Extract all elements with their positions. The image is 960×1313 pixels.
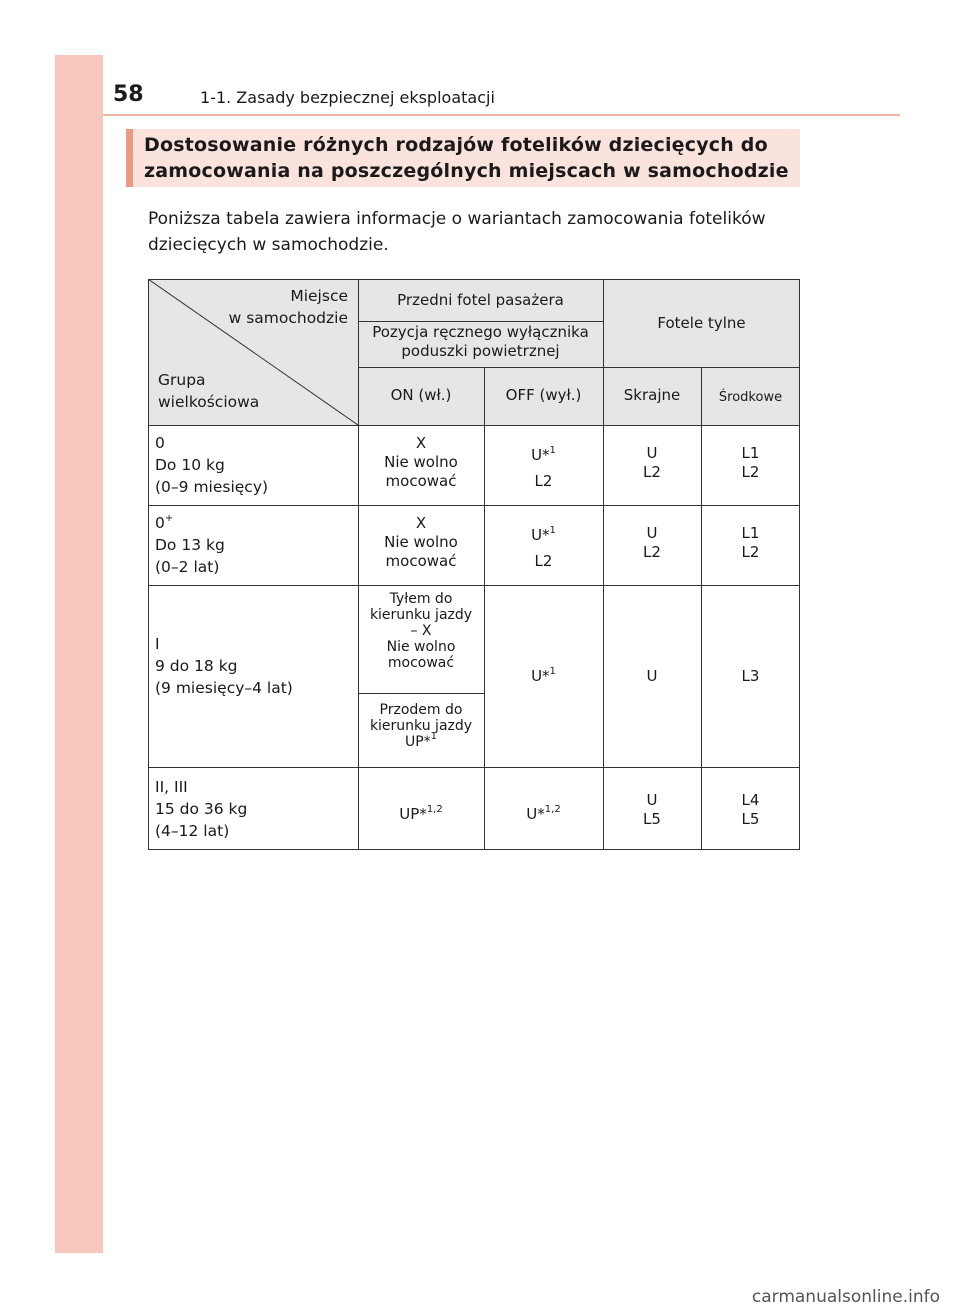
- corner-place-label: [229, 285, 348, 329]
- corner-place-line: Miejsce: [290, 287, 348, 305]
- section-title-line: Dostosowanie różnych rodzajów fotelików dziecięcych do: [144, 134, 768, 156]
- footnote-ref: 1,2: [544, 804, 561, 815]
- cell-line: L2: [741, 543, 760, 561]
- cell-line: kierunku jazdy: [369, 607, 473, 623]
- group-value: 0: [155, 514, 165, 532]
- row4-on: [358, 805, 484, 824]
- cell-line: Tyłem do: [389, 591, 453, 607]
- group-line: (0–9 miesięcy): [155, 478, 269, 496]
- cell-value: UP*: [404, 734, 431, 750]
- row3-off: [484, 667, 603, 686]
- grid-line: [148, 767, 800, 768]
- intro-paragraph: [148, 206, 808, 258]
- row4-middle: [701, 791, 800, 829]
- row3-on-forward-facing: [358, 702, 484, 750]
- grid-line: [358, 321, 603, 322]
- group-line: II, III: [155, 778, 188, 796]
- cell-value: U*: [531, 526, 550, 544]
- group-sup: +: [164, 513, 174, 524]
- row1-on: [358, 434, 484, 491]
- section-heading: [126, 129, 800, 187]
- cell-line: L1: [741, 524, 760, 542]
- cell-line: [484, 442, 603, 468]
- group-line: Do 13 kg: [155, 536, 225, 554]
- cell-line: U: [646, 444, 658, 462]
- watermark: carmanualsonline.info: [751, 1287, 940, 1307]
- grid-line: [603, 279, 604, 850]
- grid-line: [358, 279, 359, 850]
- cell-line: [484, 522, 603, 548]
- row3-middle: L3: [741, 667, 760, 685]
- group-line: (9 miesięcy–4 lat): [155, 679, 293, 697]
- group-line: (0–2 lat): [155, 558, 220, 576]
- running-head: 1-1. Zasady bezpiecznej eksploatacji: [200, 88, 495, 107]
- corner-group-line: Grupa: [158, 371, 206, 389]
- grid-line: [358, 367, 800, 368]
- cell-line: L1: [741, 444, 760, 462]
- group-line: [155, 512, 225, 534]
- header-airbag-switch: [358, 323, 603, 361]
- cell-line: U: [646, 791, 658, 809]
- page-number: 58: [113, 82, 144, 107]
- grid-line: [701, 367, 702, 850]
- cell-line: L5: [741, 810, 760, 828]
- cell-line: [358, 731, 484, 750]
- corner-group-label: [158, 369, 259, 413]
- footnote-ref: 1: [430, 731, 438, 742]
- cell-line: – X: [410, 623, 432, 639]
- grid-line: [148, 425, 800, 426]
- row1-group: [155, 432, 268, 498]
- section-title: [144, 132, 789, 184]
- group-line: 15 do 36 kg: [155, 800, 248, 818]
- grid-line: [148, 279, 800, 280]
- header-airbag-switch-line: Pozycja ręcznego wyłącznika: [372, 323, 589, 341]
- header-airbag-switch-line: poduszki powietrznej: [401, 342, 560, 360]
- grid-line: [484, 367, 485, 850]
- cell-line: L2: [534, 472, 553, 490]
- row3-on-rear-facing: [358, 591, 484, 671]
- row1-middle: [701, 444, 800, 482]
- side-band: [55, 55, 103, 1253]
- cell-line: L2: [643, 543, 661, 561]
- row4-off: [484, 805, 603, 824]
- cell-line: Nie wolno: [384, 453, 458, 471]
- cell-line: mocować: [385, 472, 457, 490]
- cell-line: mocować: [387, 655, 455, 671]
- child-seat-table: [148, 279, 800, 850]
- cell-value: U*: [526, 805, 545, 823]
- cell-value: UP*: [399, 805, 427, 823]
- row2-off: [484, 522, 603, 574]
- row2-outer: [603, 524, 701, 562]
- row2-on: [358, 514, 484, 571]
- row1-off: [484, 442, 603, 494]
- cell-line: L2: [741, 463, 760, 481]
- intro-line: dziecięcych w samochodzie.: [148, 235, 389, 255]
- corner-place-line: w samochodzie: [228, 309, 348, 327]
- cell-line: Nie wolno: [384, 533, 458, 551]
- group-line: 0: [155, 434, 165, 452]
- grid-line: [148, 849, 800, 850]
- group-line: (4–12 lat): [155, 822, 230, 840]
- grid-line: [148, 505, 800, 506]
- grid-line: [799, 279, 800, 850]
- cell-line: kierunku jazdy: [369, 718, 473, 734]
- row4-group: [155, 776, 247, 842]
- grid-line: [148, 585, 800, 586]
- cell-line: U: [646, 524, 658, 542]
- section-title-line: zamocowania na poszczególnych miejscach w samochodzie: [144, 160, 789, 182]
- header-outer: Skrajne: [623, 386, 681, 404]
- cell-line: L5: [643, 810, 661, 828]
- row4-outer: [603, 791, 701, 829]
- footnote-ref: 1: [549, 666, 556, 677]
- cell-value: U*: [531, 667, 550, 685]
- header-middle: Środkowe: [718, 390, 783, 405]
- cell-line: Przodem do: [379, 702, 463, 718]
- grid-line: [148, 279, 149, 850]
- cell-line: L2: [643, 463, 661, 481]
- header-on: ON (wł.): [390, 386, 452, 404]
- group-line: Do 10 kg: [155, 456, 225, 474]
- header-rule: [103, 114, 900, 116]
- footnote-ref: 1,2: [426, 804, 443, 815]
- row2-middle: [701, 524, 800, 562]
- cell-line: L4: [741, 791, 760, 809]
- cell-line: mocować: [385, 552, 457, 570]
- grid-line: [358, 693, 484, 694]
- header-off: OFF (wył.): [505, 386, 582, 404]
- intro-line: Poniższa tabela zawiera informacje o wariantach zamocowania fotelików: [148, 209, 766, 229]
- cell-value: U*: [531, 446, 550, 464]
- cell-line: X: [415, 434, 427, 452]
- cell-line: Nie wolno: [386, 639, 456, 655]
- header-rear-seats: Fotele tylne: [657, 314, 746, 332]
- footnote-ref: 1: [549, 525, 556, 536]
- cell-line: X: [415, 514, 427, 532]
- cell-line: L2: [534, 552, 553, 570]
- corner-group-line: wielkościowa: [158, 393, 260, 411]
- row2-group: [155, 512, 225, 578]
- row3-group: [155, 633, 293, 699]
- group-line: 9 do 18 kg: [155, 657, 238, 675]
- header-front-passenger: Przedni fotel pasażera: [397, 291, 564, 309]
- row1-outer: [603, 444, 701, 482]
- row3-outer: U: [646, 667, 658, 685]
- footnote-ref: 1: [549, 445, 556, 456]
- group-line: I: [155, 635, 160, 653]
- section-accent-bar: [126, 129, 133, 187]
